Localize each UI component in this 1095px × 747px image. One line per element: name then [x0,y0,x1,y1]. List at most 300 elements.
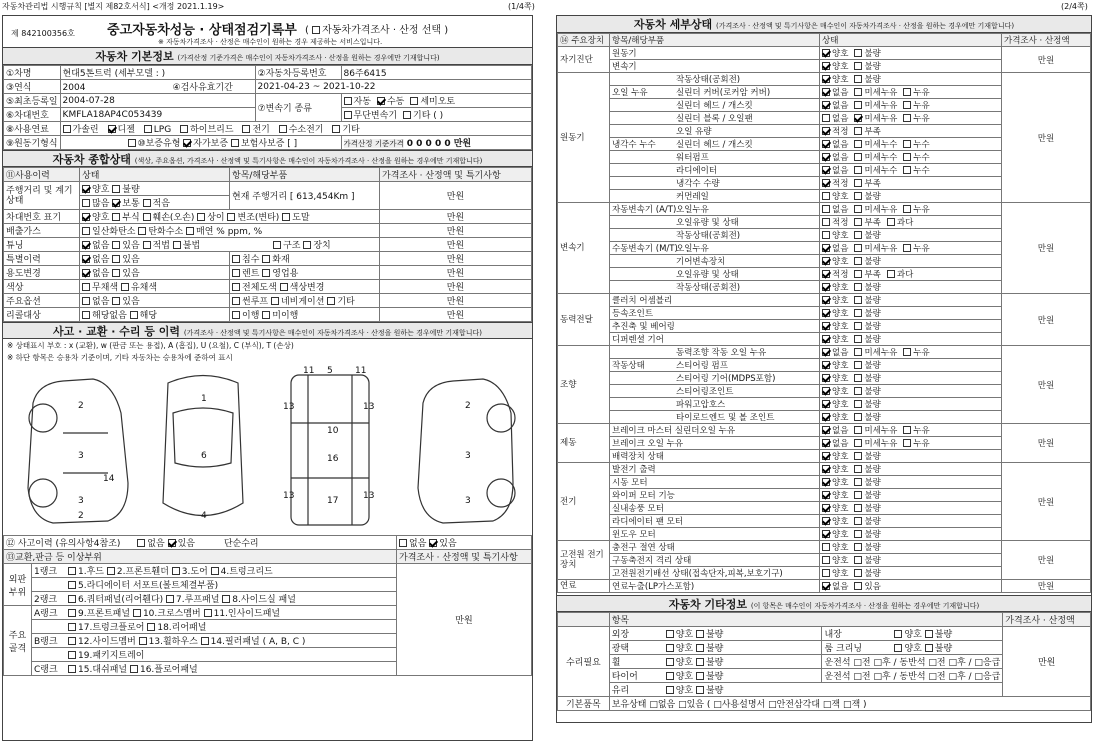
option-label: 미세누유 [864,244,898,254]
checkbox[interactable] [903,244,911,252]
state-opts[interactable] [820,372,1002,385]
checkbox[interactable] [822,75,830,83]
state-opts[interactable] [820,359,1002,372]
checkbox[interactable] [854,88,862,96]
price-cell: 만원 [1002,346,1091,424]
page-left [2,15,533,741]
option-label: 누수 [913,140,930,150]
checkbox[interactable] [854,374,862,382]
state-opts[interactable] [820,489,1002,502]
checkbox[interactable] [903,205,911,213]
option-label: 불량 [864,283,881,293]
detail-table [557,33,1091,593]
option-label: 누수 [913,166,930,176]
option-label: 적정 [832,218,849,228]
state-opts[interactable] [820,411,1002,424]
rank-a[interactable]: A랭크 9.프론트패널 10.크로스멤버 11.인사이드패널 [32,606,397,620]
svg-text:17: 17 [327,496,339,506]
state-opts[interactable] [820,99,1002,112]
fuel-opts[interactable]: 가솔린 디젤 LPG 하이브리드 전기 수소전기 기타 [60,122,531,136]
basic-header: 자동차 기본정보 (가격산정 기준가격은 매수인이 자동차가격조사 · 산정을 원하는 경우에만 기재합니다) [3,48,532,65]
state-opts[interactable] [820,580,1002,593]
checkbox[interactable] [854,517,862,525]
checkbox[interactable] [822,582,830,590]
checkbox[interactable] [822,127,830,135]
checkbox[interactable] [822,322,830,330]
outer-label: 외판 부위 [4,564,32,606]
part-label: 스티어링조인트 [610,385,820,398]
row-label: 리콜대상 [4,308,80,322]
trans-opts-2[interactable]: 무단변속기 기타 ( ) [341,108,531,122]
option-label: 적정 [832,127,849,137]
part-label: 윈도우 모터 [610,528,820,541]
checkbox[interactable] [903,114,911,122]
option-label: 양호 [832,62,849,72]
checkbox[interactable] [854,413,862,421]
checkbox[interactable] [822,426,830,434]
state-opts[interactable] [820,268,1002,281]
option-label: 미세누수 [864,166,898,176]
option-label: 누유 [913,244,930,254]
checkbox[interactable] [822,166,830,174]
checkbox[interactable] [822,231,830,239]
checkbox[interactable] [854,465,862,473]
checkbox[interactable] [822,465,830,473]
option-label: 불량 [864,543,881,553]
checkbox[interactable] [854,530,862,538]
usage-sub[interactable]: 렌트 영업용 [230,266,380,280]
checkbox[interactable] [854,218,862,226]
checkbox[interactable] [854,192,862,200]
state-opts[interactable] [820,255,1002,268]
checkbox[interactable] [903,88,911,96]
page-right [556,15,1092,723]
label: ⑧사용연료 [4,122,61,136]
checkbox[interactable] [822,348,830,356]
label: ⑥차대번호 [4,108,61,122]
checkbox[interactable] [854,400,862,408]
checkbox[interactable] [822,49,830,57]
state-opts[interactable] [820,463,1002,476]
state-opts[interactable] [820,437,1002,450]
state-opts[interactable] [820,177,1002,190]
option-label: 불량 [864,400,881,410]
checkbox[interactable] [822,283,830,291]
option-label: 없음 [832,101,849,111]
basic-items-label: 기본품목 [558,697,610,711]
part-label: 브레이크 오일 누유 [610,437,820,450]
rank-1b[interactable]: 5.라디에이터 서포트(볼트체결부품) [32,578,397,592]
wheel-icon [29,479,57,507]
checkbox[interactable] [822,543,830,551]
checkbox[interactable] [822,439,830,447]
part-label: 작동상태 스티어링 펌프 [610,359,820,372]
option-opts[interactable]: 없음 있음 [80,294,230,308]
option-label: 미세누유 [864,114,898,124]
special-opts[interactable]: 없음 있음 [80,252,230,266]
checkbox[interactable] [903,166,911,174]
option-label: 없음 [832,205,849,215]
state-opts[interactable] [820,567,1002,580]
state-opts[interactable] [820,125,1002,138]
option-label: 없음 [832,244,849,254]
part-label: 작동상태(공회전) [610,229,820,242]
price-cell: 만원 [397,564,532,676]
price-cell: 만원 [380,238,532,252]
col-header: 가격조사 · 산정액 [1003,613,1091,627]
state-opts[interactable] [820,242,1002,255]
part-label: 변속기 [610,60,820,73]
rank-b[interactable]: B랭크 12.사이드멤버 13.휠하우스 14.필러패널 ( A, B, C ) [32,634,397,648]
state-opts[interactable] [820,554,1002,567]
checkbox[interactable] [822,517,830,525]
checkbox[interactable] [854,309,862,317]
detail-row [558,73,1091,86]
checkbox[interactable] [854,231,862,239]
etc-row[interactable]: 유리 양호 불량 [609,683,1003,697]
state-opts[interactable] [820,541,1002,554]
state-opts[interactable] [820,112,1002,125]
checkbox[interactable] [854,504,862,512]
state-opts[interactable] [820,216,1002,229]
option-label: 미세누수 [864,140,898,150]
accident-legend-1: ※ 상태표시 부호 : x (교환), w (판금 또는 용접), A (흠집), U (요철), C (부식), T (손상) [7,341,294,350]
state-opts[interactable] [820,73,1002,86]
checkbox[interactable] [854,361,862,369]
part-label: 워터펌프 [610,151,820,164]
basic-items[interactable]: 보유상태 □없음 □있음 ( □사용설명서 □안전삼각대 □잭 □잭 ) [609,697,1090,711]
checkbox[interactable] [822,569,830,577]
option-label: 양호 [832,452,849,462]
part-label: 연료누출(LP가스포함) [610,580,820,593]
checkbox[interactable] [822,244,830,252]
tire-position[interactable]: 운전석 □전 □후 / 동반석 □전 □후 / □응급 [822,669,1003,683]
option-label: 없음 [832,426,849,436]
accident-history[interactable]: ⑫ 사고이력 (유의사항4참조) 없음 있음 단순수리 [4,536,397,550]
checkbox[interactable] [854,491,862,499]
checkbox[interactable] [854,426,862,434]
recall-opts[interactable]: 해당없음 해당 [80,308,230,322]
title-option[interactable]: ( 자동차가격조사 · 산정 선택 ) [305,25,449,36]
part-label: 기어변속장치 [610,255,820,268]
checkbox[interactable] [822,179,830,187]
state-opts[interactable] [820,320,1002,333]
checkbox[interactable] [854,439,862,447]
state-opts[interactable] [820,424,1002,437]
state-opts[interactable] [820,528,1002,541]
color-sub[interactable]: 전체도색 색상변경 [230,280,380,294]
checkbox[interactable] [854,205,862,213]
trans-opts[interactable]: 자동 수동 세미오토 [341,94,531,108]
state-opts[interactable] [820,476,1002,489]
svg-text:1: 1 [201,394,207,404]
option-label: 과다 [896,270,914,280]
checkbox[interactable] [822,101,830,109]
checkbox[interactable] [822,62,830,70]
part-label: 동력조향 작동 오일 누유 [610,346,820,359]
checkbox[interactable] [887,218,895,226]
plate-number: 86주6415 [341,66,531,80]
option-label: 부족 [864,270,881,280]
color-opts[interactable]: 무채색 유채색 [80,280,230,294]
summary-table [3,167,532,322]
option-label: 불량 [864,491,881,501]
checkbox[interactable] [822,452,830,460]
col-header: 가격조사 · 산정액 및 특기사항 [380,168,532,182]
etc-row-b[interactable]: 내장 양호 불량 [822,627,1003,641]
detail-row [558,203,1091,216]
col-header: 항목/해당부품 [610,34,820,47]
option-label: 불량 [864,517,881,527]
detail-header: 자동차 세부상태 (가격조사 · 산정액 및 특기사항은 매수인이 자동차가격조사 · 산정을 원하는 경우에만 기재합니다) [557,16,1091,33]
accident-legend-2: ※ 하단 항목은 승용차 기준이며, 기타 자동차는 승용차에 준하여 표시 [7,353,233,362]
option-label: 양호 [832,361,849,371]
option-label: 양호 [832,413,849,423]
checkbox[interactable] [854,179,862,187]
checkbox[interactable] [903,439,911,447]
checkbox[interactable] [822,504,830,512]
checkbox[interactable] [903,426,911,434]
option-label: 적정 [832,270,849,280]
state-opts[interactable] [820,294,1002,307]
device-group: 조향 [558,346,610,424]
part-label: 실린더 블록 / 오일팬 [610,112,820,125]
etc-row[interactable]: 타이어 양호 불량 [609,669,822,683]
warranty-cell[interactable]: ⑩보증유형 자가보증 보험사보증 [ ] [60,136,341,150]
checkbox[interactable] [822,88,830,96]
checkbox[interactable] [854,556,862,564]
inspection-period: 2021-04-23 ~ 2021-10-22 [255,80,531,94]
option-label: 불량 [864,504,881,514]
doc-number: 제 842100356호 [11,29,75,38]
col-header: 항목/해당부품 [230,168,380,182]
vin: KMFLA18AP4C053439 [60,108,255,122]
price-cell: 만원 [1003,627,1091,697]
row-label: 튜닝 [4,238,80,252]
etc-row[interactable]: 휠 양호 불량 [609,655,822,669]
state-opts[interactable] [820,60,1002,73]
checkbox[interactable] [822,192,830,200]
car-name: 현대5톤트럭 (세부모델 : ) [60,66,255,80]
checkbox[interactable] [854,75,862,83]
checkbox[interactable] [903,140,911,148]
checkbox[interactable] [822,140,830,148]
device-group: 제동 [558,424,610,463]
checkbox[interactable] [854,127,862,135]
checkbox[interactable] [822,335,830,343]
checkbox[interactable] [854,322,862,330]
base-price: 가격산정 기준가격 0 0 0 0 0 만원 [341,136,531,150]
state-opts[interactable] [820,164,1002,177]
state-opts[interactable] [820,138,1002,151]
checkbox[interactable] [822,257,830,265]
part-label: 자동변속기 (A/T)오일누유 [610,203,820,216]
mileage-opts[interactable]: 많음 보통 적음 [80,196,230,210]
state-opts[interactable] [820,515,1002,528]
checkbox[interactable] [854,283,862,291]
checkbox[interactable] [822,218,830,226]
state-opts[interactable] [820,333,1002,346]
checkbox[interactable] [854,257,862,265]
accident-header: 사고 · 교환 · 수리 등 이력 (가격조사 · 산정액 및 특기사항은 매수인이 자동차가격조사 · 산정을 원하는 경우에만 기재합니다) [3,322,532,339]
rank-2[interactable]: 2랭크 6.쿼터패널(리어휀다) 7.루프패널 8.사이드실 패널 [32,592,397,606]
checkbox[interactable] [822,478,830,486]
wheel-position[interactable]: 운전석 □전 □후 / 동반석 □전 □후 / □응급 [822,655,1003,669]
state-opts[interactable]: 양호 불량 [80,182,230,196]
part-label: 디퍼렌셜 기어 [610,333,820,346]
checkbox[interactable] [854,166,862,174]
checkbox[interactable] [822,530,830,538]
rank-1[interactable]: 1랭크 1.후드 2.프론트휀더 3.도어 4.트렁크리드 [32,564,397,578]
device-group: 동력전달 [558,294,610,346]
option-label: 양호 [832,283,849,293]
part-label: 실린더 헤드 / 개스킷 [610,99,820,112]
recall-sub[interactable]: 이행 미이행 [230,308,380,322]
checkbox[interactable] [903,101,911,109]
vin-opts[interactable]: 양호 부식 훼손(오손) 상이 변조(변타) 도말 [80,210,380,224]
checkbox[interactable] [822,413,830,421]
etc-table [557,612,1091,711]
tuning-opts[interactable]: 없음 있음 적법 불법 구조 장치 [80,238,380,252]
option-label: 불량 [864,413,881,423]
state-opts[interactable] [820,151,1002,164]
checkbox[interactable] [822,114,830,122]
checkbox[interactable] [822,205,830,213]
checkbox[interactable] [822,296,830,304]
part-label: 등속조인트 [610,307,820,320]
checkbox[interactable] [854,49,862,57]
checkbox[interactable] [854,270,862,278]
etc-row[interactable]: 광택 양호 불량 [609,641,822,655]
checkbox[interactable] [854,569,862,577]
checkbox[interactable] [854,296,862,304]
option-label: 양호 [832,49,849,59]
detail-row [558,580,1091,593]
part-label: 브레이크 마스터 실린더오일 누유 [610,424,820,437]
state-opts[interactable] [820,229,1002,242]
rank-a2[interactable]: 17.트렁크플로어 18.리어패널 [32,620,397,634]
checkbox[interactable] [854,478,862,486]
option-label: 불량 [864,465,881,475]
checkbox[interactable] [822,400,830,408]
svg-text:13: 13 [363,402,375,412]
rank-c[interactable]: C랭크 15.대쉬패널 16.플로어패널 [32,662,397,676]
checkbox[interactable] [854,244,862,252]
usage-opts[interactable]: 없음 있음 [80,266,230,280]
option-label: 불량 [864,231,881,241]
option-label: 없음 [832,348,849,358]
svg-text:6: 6 [201,451,207,461]
state-opts[interactable] [820,502,1002,515]
option-label: 미세누유 [864,426,898,436]
part-label: 오일 유량 [610,125,820,138]
etc-row-b[interactable]: 룸 크리닝 양호 불량 [822,641,1003,655]
state-opts[interactable] [820,398,1002,411]
wheel-icon [487,479,515,507]
form-reference: 자동차관리법 시행규칙 [별지 제82호서식] <개정 2021.1.19> [2,2,225,11]
price-cell: 만원 [380,210,532,224]
checkbox[interactable] [822,309,830,317]
etc-row[interactable]: 외장 양호 불량 [609,627,822,641]
price-cell: 만원 [1002,203,1091,294]
checkbox[interactable] [854,452,862,460]
checkbox[interactable] [903,153,911,161]
checkbox[interactable] [854,140,862,148]
part-label: 냉각수 누수 실린더 헤드 / 개스킷 [610,138,820,151]
etc-header: 자동차 기타정보 (이 항목은 매수인이 자동차가격조사 · 산정을 원하는 경우에만 기재합니다) [557,595,1091,612]
part-label: 추진축 및 베어링 [610,320,820,333]
state-opts[interactable] [820,385,1002,398]
option-label: 양호 [832,322,849,332]
option-label: 양호 [832,478,849,488]
simple-repair[interactable]: 없음 있음 [397,536,532,550]
checkbox[interactable] [854,387,862,395]
col-header: ⑬교환,판금 등 이상부위 [4,550,397,564]
state-opts[interactable] [820,190,1002,203]
state-opts[interactable] [820,307,1002,320]
state-opts[interactable] [820,47,1002,60]
option-label: 누유 [913,426,930,436]
option-label: 누유 [913,101,930,111]
checkbox[interactable] [822,153,830,161]
checkbox[interactable] [854,62,862,70]
repair-label: 수리필요 [558,627,610,697]
option-label: 없음 [832,114,849,124]
detail-row [558,346,1091,359]
row-label: 특별이력 [4,252,80,266]
option-label: 양호 [832,75,849,85]
device-group: 전기 [558,463,610,541]
state-opts[interactable] [820,450,1002,463]
checkbox[interactable] [854,153,862,161]
device-group: 고전원 전기장치 [558,541,610,580]
checkbox[interactable] [854,543,862,551]
state-opts[interactable] [820,346,1002,359]
checkbox[interactable] [854,101,862,109]
checkbox[interactable] [887,270,895,278]
checkbox[interactable] [854,335,862,343]
special-sub[interactable]: 침수 화재 [230,252,380,266]
label: ⑤최초등록일 [4,94,61,108]
option-label: 양호 [832,569,849,579]
checkbox[interactable] [903,348,911,356]
checkbox[interactable] [854,582,862,590]
option-label: 누유 [913,439,930,449]
option-label: 불량 [864,335,881,345]
checkbox[interactable] [854,348,862,356]
checkbox[interactable] [822,556,830,564]
option-sub[interactable]: 썬루프 네비게이션 기타 [230,294,380,308]
rank-b2[interactable]: 19.패키지트레이 [32,648,397,662]
svg-text:2: 2 [78,511,84,521]
checkbox[interactable] [822,270,830,278]
part-label: 충전구 절연 상태 [610,541,820,554]
checkbox[interactable] [822,374,830,382]
state-opts[interactable] [820,203,1002,216]
state-opts[interactable] [820,86,1002,99]
option-label: 양호 [832,543,849,553]
emission-opts[interactable]: 일산화탄소 탄화수소 매연 % ppm, % [80,224,380,238]
part-label: 오일유량 및 상태 [610,268,820,281]
price-cell: 만원 [380,252,532,266]
state-opts[interactable] [820,281,1002,294]
checkbox[interactable] [822,387,830,395]
option-label: 양호 [832,465,849,475]
checkbox[interactable] [854,114,862,122]
part-label: 시동 모터 [610,476,820,489]
checkbox[interactable] [822,361,830,369]
checkbox[interactable] [822,491,830,499]
